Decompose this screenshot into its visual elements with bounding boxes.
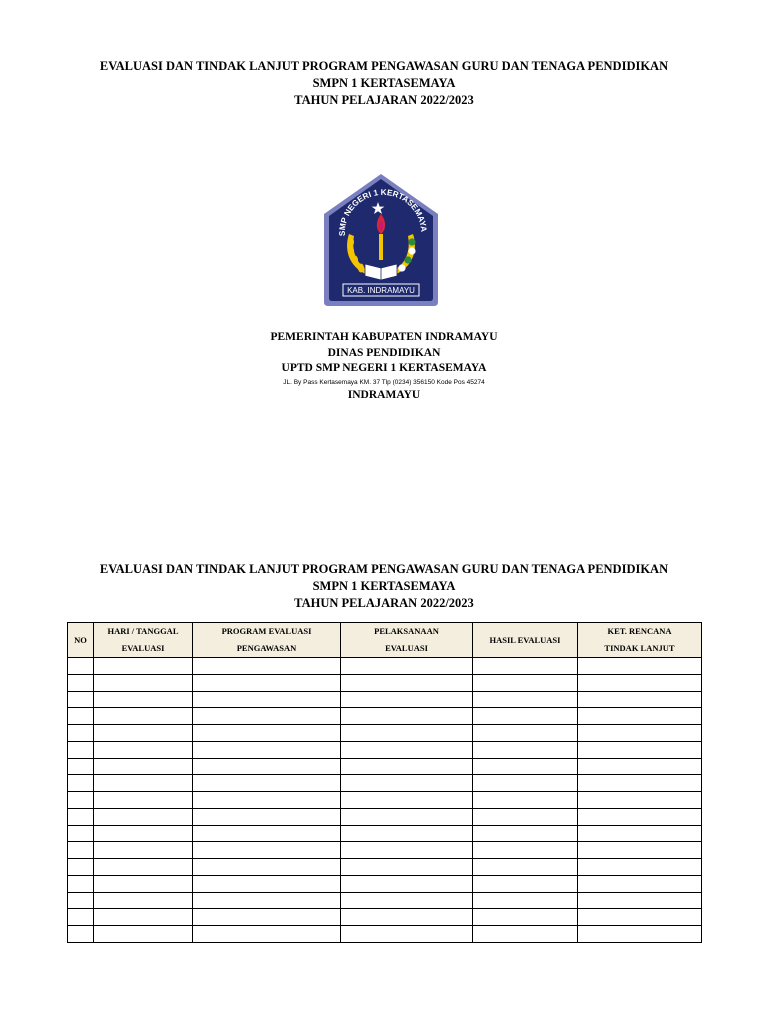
table-body xyxy=(68,658,702,943)
table-cell[interactable] xyxy=(68,909,94,926)
table-cell[interactable] xyxy=(341,808,473,825)
table-cell[interactable] xyxy=(94,775,193,792)
table-cell[interactable] xyxy=(341,842,473,859)
table-cell[interactable] xyxy=(578,892,702,909)
table-cell[interactable] xyxy=(193,825,341,842)
column-header-label: TINDAK LANJUT xyxy=(604,643,675,653)
table-cell[interactable] xyxy=(578,691,702,708)
table-cell[interactable] xyxy=(578,926,702,943)
table-cell[interactable] xyxy=(473,691,578,708)
column-header-label: PROGRAM EVALUASI xyxy=(221,626,312,636)
table-cell[interactable] xyxy=(68,792,94,809)
table-cell[interactable] xyxy=(193,741,341,758)
institution-header xyxy=(0,330,768,403)
table-row xyxy=(68,658,702,675)
table-cell[interactable] xyxy=(473,658,578,675)
table-row xyxy=(68,725,702,742)
table-cell[interactable] xyxy=(193,775,341,792)
table-cell[interactable] xyxy=(94,859,193,876)
column-header xyxy=(68,623,94,658)
table-cell[interactable] xyxy=(473,792,578,809)
table-cell[interactable] xyxy=(68,842,94,859)
table-cell[interactable] xyxy=(68,725,94,742)
table-cell[interactable] xyxy=(341,825,473,842)
cover-title-line: EVALUASI DAN TINDAK LANJUT PROGRAM PENGAWASAN GURU DAN TENAGA PENDIDIKAN xyxy=(99,59,669,73)
table-cell[interactable] xyxy=(473,875,578,892)
table-cell[interactable] xyxy=(578,741,702,758)
table-cell[interactable] xyxy=(341,775,473,792)
table-cell[interactable] xyxy=(94,875,193,892)
table-cell[interactable] xyxy=(341,792,473,809)
table-row xyxy=(68,691,702,708)
table-cell[interactable] xyxy=(578,909,702,926)
column-header-label: NO xyxy=(74,634,87,645)
table-cell[interactable] xyxy=(94,674,193,691)
table-cell[interactable] xyxy=(94,926,193,943)
institution-department: DINAS PENDIDIKAN xyxy=(327,346,441,359)
table-cell[interactable] xyxy=(341,658,473,675)
table-cell[interactable] xyxy=(473,725,578,742)
table-cell[interactable] xyxy=(193,909,341,926)
table-row xyxy=(68,674,702,691)
table-cell[interactable] xyxy=(68,758,94,775)
table-cell[interactable] xyxy=(193,792,341,809)
cover-title-line: TAHUN PELAJARAN 2022/2023 xyxy=(294,93,474,107)
table-cell[interactable] xyxy=(68,775,94,792)
table-cell[interactable] xyxy=(193,875,341,892)
table-cell[interactable] xyxy=(341,725,473,742)
column-header xyxy=(341,623,473,658)
table-row xyxy=(68,758,702,775)
table-cell[interactable] xyxy=(193,674,341,691)
table-row xyxy=(68,892,702,909)
table-cell[interactable] xyxy=(473,892,578,909)
table-cell[interactable] xyxy=(68,708,94,725)
table-cell[interactable] xyxy=(193,892,341,909)
column-header xyxy=(193,623,341,658)
cover-title xyxy=(0,58,768,109)
column-header xyxy=(578,623,702,658)
table-row xyxy=(68,808,702,825)
table-cell[interactable] xyxy=(473,674,578,691)
logo-banner-text: KAB. INDRAMAYU xyxy=(347,286,415,295)
table-cell[interactable] xyxy=(68,674,94,691)
table-cell[interactable] xyxy=(193,708,341,725)
table-cell[interactable] xyxy=(341,859,473,876)
table-row xyxy=(68,926,702,943)
table-row xyxy=(68,775,702,792)
table-cell[interactable] xyxy=(341,741,473,758)
table-cell[interactable] xyxy=(68,658,94,675)
table-title-line: TAHUN PELAJARAN 2022/2023 xyxy=(294,596,474,610)
table-title-line: SMPN 1 KERTASEMAYA xyxy=(312,579,456,593)
table-cell[interactable] xyxy=(193,926,341,943)
table-cell[interactable] xyxy=(578,708,702,725)
institution-government: PEMERINTAH KABUPATEN INDRAMAYU xyxy=(270,331,498,343)
column-header-label: HARI / TANGGAL xyxy=(107,626,179,636)
table-cell[interactable] xyxy=(193,859,341,876)
table-cell[interactable] xyxy=(578,859,702,876)
table-cell[interactable] xyxy=(578,792,702,809)
table-cell[interactable] xyxy=(193,725,341,742)
institution-city: INDRAMAYU xyxy=(347,388,421,401)
cover-title-line: SMPN 1 KERTASEMAYA xyxy=(312,76,456,90)
table-cell[interactable] xyxy=(193,758,341,775)
table-title-line: EVALUASI DAN TINDAK LANJUT PROGRAM PENGAWASAN GURU DAN TENAGA PENDIDIKAN xyxy=(99,562,669,576)
table-title xyxy=(0,561,768,612)
table-cell[interactable] xyxy=(94,691,193,708)
table-cell[interactable] xyxy=(94,741,193,758)
table-cell[interactable] xyxy=(193,808,341,825)
column-header-label: EVALUASI xyxy=(385,643,428,653)
table-cell[interactable] xyxy=(578,825,702,842)
column-header xyxy=(94,623,193,658)
table-cell[interactable] xyxy=(68,691,94,708)
table-cell[interactable] xyxy=(68,892,94,909)
table-cell[interactable] xyxy=(94,808,193,825)
evaluation-table xyxy=(67,622,702,943)
table-cell[interactable] xyxy=(578,674,702,691)
table-cell[interactable] xyxy=(473,758,578,775)
table-cell[interactable] xyxy=(68,859,94,876)
table-cell[interactable] xyxy=(473,775,578,792)
column-header-label: EVALUASI xyxy=(121,643,165,653)
table-cell[interactable] xyxy=(578,658,702,675)
table-cell[interactable] xyxy=(473,842,578,859)
table-row xyxy=(68,909,702,926)
table-cell[interactable] xyxy=(193,842,341,859)
table-row xyxy=(68,741,702,758)
table-cell[interactable] xyxy=(473,708,578,725)
table-cell[interactable] xyxy=(341,892,473,909)
table-cell[interactable] xyxy=(341,909,473,926)
column-header-label: PENGAWASAN xyxy=(236,643,297,653)
table-cell[interactable] xyxy=(94,708,193,725)
table-cell[interactable] xyxy=(473,909,578,926)
table-cell[interactable] xyxy=(341,875,473,892)
table-cell[interactable] xyxy=(341,926,473,943)
table-cell[interactable] xyxy=(341,758,473,775)
table-cell[interactable] xyxy=(341,691,473,708)
table-row xyxy=(68,859,702,876)
table-cell[interactable] xyxy=(578,775,702,792)
table-row xyxy=(68,825,702,842)
school-logo xyxy=(321,172,441,308)
table-cell[interactable] xyxy=(68,808,94,825)
table-cell[interactable] xyxy=(94,825,193,842)
institution-school: UPTD SMP NEGERI 1 KERTASEMAYA xyxy=(281,362,487,374)
table-cell[interactable] xyxy=(193,691,341,708)
table-cell[interactable] xyxy=(68,926,94,943)
table-cell[interactable] xyxy=(94,658,193,675)
table-cell[interactable] xyxy=(193,658,341,675)
table-cell[interactable] xyxy=(68,875,94,892)
table-header-row xyxy=(68,623,702,658)
table-cell[interactable] xyxy=(94,758,193,775)
column-header xyxy=(473,623,578,658)
institution-address: JL. By Pass Kertasemaya KM. 37 Tlp (0234) 356150 Kode Pos 45274 xyxy=(283,378,485,386)
table-row xyxy=(68,708,702,725)
table-cell[interactable] xyxy=(473,808,578,825)
table-cell[interactable] xyxy=(94,892,193,909)
table-cell[interactable] xyxy=(94,792,193,809)
table-cell[interactable] xyxy=(578,875,702,892)
table-row xyxy=(68,792,702,809)
table-cell[interactable] xyxy=(473,825,578,842)
table-cell[interactable] xyxy=(473,741,578,758)
logo-arc-text: SMP NEGERI 1 KERTASEMAYA xyxy=(337,187,429,237)
table-cell[interactable] xyxy=(68,741,94,758)
column-header-label: HASIL EVALUASI xyxy=(489,634,561,645)
table-cell[interactable] xyxy=(578,758,702,775)
table-cell[interactable] xyxy=(94,842,193,859)
table-cell[interactable] xyxy=(94,909,193,926)
table-cell[interactable] xyxy=(94,725,193,742)
table-cell[interactable] xyxy=(473,926,578,943)
table-cell[interactable] xyxy=(473,859,578,876)
column-header-label: PELAKSANAAN xyxy=(374,626,439,636)
table-cell[interactable] xyxy=(578,808,702,825)
table-row xyxy=(68,875,702,892)
table-cell[interactable] xyxy=(578,842,702,859)
table-cell[interactable] xyxy=(68,825,94,842)
table-cell[interactable] xyxy=(578,725,702,742)
column-header-label: KET. RENCANA xyxy=(607,626,672,636)
table-cell[interactable] xyxy=(341,708,473,725)
table-cell[interactable] xyxy=(341,674,473,691)
table-row xyxy=(68,842,702,859)
